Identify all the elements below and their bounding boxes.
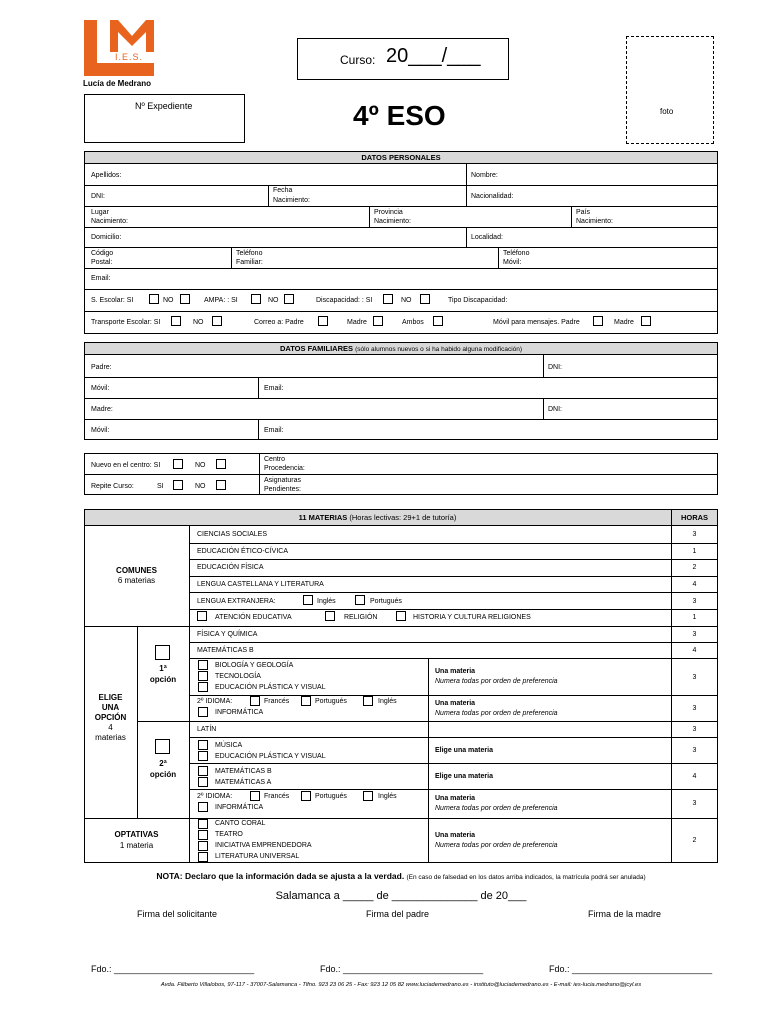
disc-si-checkbox[interactable] — [383, 294, 393, 304]
opcion-1-num: 1ª — [159, 664, 167, 673]
repite-si-checkbox[interactable] — [173, 480, 183, 490]
portugues-label-1: Portugués — [315, 698, 347, 705]
movil-label-1: Teléfono — [503, 250, 530, 257]
g2-una: Una materia — [435, 700, 476, 707]
subject-ef: EDUCACIÓN FÍSICA — [197, 564, 264, 571]
nuevo-no-label: NO — [195, 462, 206, 469]
tel-field[interactable]: Familiar: — [236, 259, 263, 266]
portugues-checkbox[interactable] — [355, 595, 365, 605]
padre-field[interactable]: Padre: — [91, 364, 112, 371]
subject-mata: MATEMÁTICAS A — [215, 779, 272, 786]
lugar-field[interactable]: Nacimiento: — [91, 218, 128, 225]
religion-label: RELIGIÓN — [344, 614, 378, 621]
movil-madre-checkbox[interactable] — [641, 316, 651, 326]
repite-no-checkbox[interactable] — [216, 480, 226, 490]
ampa-si-checkbox[interactable] — [251, 294, 261, 304]
curso-box[interactable] — [297, 38, 509, 80]
mata-checkbox[interactable] — [198, 777, 208, 787]
fdo-solicitante[interactable]: Fdo.: ____________________________ — [91, 964, 255, 974]
ampa-no-checkbox[interactable] — [284, 294, 294, 304]
optativas-count: 1 materia — [119, 841, 154, 850]
curso-value: 20___/___ — [386, 45, 481, 67]
pais-label-1: País — [576, 209, 591, 216]
escolar-label: S. Escolar: SI — [91, 297, 134, 304]
domicilio-field[interactable]: Domicilio: — [91, 234, 122, 241]
transporte-label: Transporte Escolar: SI — [91, 319, 161, 326]
ingles-label: Inglés — [317, 598, 336, 605]
expediente-box[interactable] — [84, 94, 245, 143]
escolar-no-checkbox[interactable] — [180, 294, 190, 304]
elige-line-1: ELIGE — [98, 693, 123, 702]
informatica-label-1: INFORMÁTICA — [215, 709, 264, 716]
logo-m-mark — [110, 20, 154, 52]
elige-line-3: OPCIÓN — [94, 713, 127, 722]
elige-line-2: UNA — [101, 703, 120, 712]
disc-no-checkbox[interactable] — [420, 294, 430, 304]
pais-field[interactable]: Nacimiento: — [576, 218, 613, 225]
hours-g3: 3 — [692, 747, 697, 754]
email-field[interactable]: Email: — [91, 275, 111, 282]
subject-lit: LITERATURA UNIVERSAL — [215, 853, 300, 860]
fdo-madre[interactable]: Fdo.: ____________________________ — [549, 964, 713, 974]
portugues-label: Portugués — [370, 598, 402, 605]
movil-field[interactable]: Móvil: — [503, 259, 522, 266]
school-name: Lucía de Medrano — [83, 79, 152, 88]
bio-checkbox[interactable] — [198, 660, 208, 670]
correo-label: Correo a: Padre — [254, 319, 304, 326]
informatica-label-2: INFORMÁTICA — [215, 804, 264, 811]
subject-iniciativa: INICIATIVA EMPRENDEDORA — [215, 842, 312, 849]
movil-msg-label: Móvil para mensajes. Padre — [493, 319, 580, 326]
epv-checkbox[interactable] — [198, 682, 208, 692]
subject-lengua: LENGUA CASTELLANA Y LITERATURA — [197, 581, 324, 588]
opcion-2-label: opción — [149, 770, 177, 779]
canto-checkbox[interactable] — [198, 819, 208, 829]
frances-label-1: Francés — [264, 698, 290, 705]
disc-no-label: NO — [401, 297, 412, 304]
lugar-label-1: Lugar — [91, 209, 109, 216]
nota — [84, 871, 718, 881]
hours-lengua-ext: 3 — [692, 598, 697, 605]
school-address: Avda. Filiberto Villalobos, 97-117 - 37007-Salamanca - Tlfno. 923 23 06 25 - Fax: 923 12 05 82 www.luciademedrano.es - instituto@luciademedrano.es - E-mail: ies-lucia.medrano@jcyl.es — [160, 982, 642, 988]
curso-label: Curso: — [340, 53, 376, 67]
religion-checkbox[interactable] — [325, 611, 335, 621]
disc-label: Discapacidad: : SI — [316, 297, 373, 304]
subject-ciencias: CIENCIAS SOCIALES — [197, 531, 268, 538]
fdo-padre[interactable]: Fdo.: ____________________________ — [320, 964, 484, 974]
asig-field[interactable]: Pendientes: — [264, 486, 301, 493]
subject-teatro: TEATRO — [215, 831, 243, 838]
atencion-checkbox[interactable] — [197, 611, 207, 621]
correo-madre-label: Madre — [347, 319, 367, 326]
hours-g4: 4 — [692, 773, 697, 780]
opcion-2-checkbox[interactable] — [155, 739, 170, 754]
tel-label-1: Teléfono — [236, 250, 263, 257]
subject-musica: MÚSICA — [215, 742, 243, 749]
g2-numera: Numera todas por orden de preferencia — [435, 710, 558, 717]
ingles-label-1: Inglés — [378, 698, 397, 705]
nuevo-si-checkbox[interactable] — [173, 459, 183, 469]
opcion-1-checkbox[interactable] — [155, 645, 170, 660]
hours-ef: 2 — [692, 564, 697, 571]
frances-checkbox-2[interactable] — [250, 791, 260, 801]
musica-checkbox[interactable] — [198, 740, 208, 750]
fecha-nac-label-1: Fecha — [273, 187, 293, 194]
materias-title-wrap — [84, 513, 671, 522]
opt-una: Una materia — [435, 832, 476, 839]
nombre-field[interactable]: Nombre: — [471, 172, 498, 179]
g1-una: Una materia — [435, 668, 476, 675]
ingles-checkbox-1[interactable] — [363, 696, 373, 706]
firma-padre: Firma del padre — [366, 909, 430, 919]
localidad-field[interactable]: Localidad: — [471, 234, 503, 241]
transporte-no-label: NO — [193, 319, 204, 326]
hours-matb: 4 — [692, 647, 697, 654]
repite-si-label: SI — [157, 483, 164, 490]
tec-checkbox[interactable] — [198, 671, 208, 681]
transporte-si-checkbox[interactable] — [171, 316, 181, 326]
nuevo-label: Nuevo en el centro: SI — [91, 462, 161, 469]
epv2-checkbox[interactable] — [198, 751, 208, 761]
elige-label — [84, 693, 137, 743]
expediente-label: Nº Expediente — [135, 101, 193, 111]
subject-canto: CANTO CORAL — [215, 820, 266, 827]
hours-lengua: 4 — [692, 581, 697, 588]
dni-field[interactable]: DNI: — [91, 193, 105, 200]
opcion-1-label: opción — [149, 675, 177, 684]
subject-bio: BIOLOGÍA Y GEOLOGÍA — [215, 662, 294, 669]
ingles-label-2: Inglés — [378, 793, 397, 800]
foto-label: foto — [660, 107, 674, 116]
opt-numera: Numera todas por orden de preferencia — [435, 842, 558, 849]
personal-section-title: DATOS PERSONALES — [84, 151, 718, 164]
asig-label-1: Asignaturas — [264, 477, 301, 484]
subject-latin: LATÍN — [197, 726, 217, 733]
nuevo-no-checkbox[interactable] — [216, 459, 226, 469]
padre-email-field[interactable]: Email: — [264, 385, 284, 392]
personal-section — [84, 163, 718, 334]
cp-label-1: Código — [91, 250, 114, 257]
comunes-count: 6 materias — [117, 576, 156, 585]
hours-latin: 3 — [692, 726, 697, 733]
provincia-field[interactable]: Nacimiento: — [374, 218, 411, 225]
historia-label: HISTORIA Y CULTURA RELIGIONES — [413, 614, 531, 621]
course-title: 4º ESO — [353, 100, 446, 131]
photo-box[interactable] — [626, 36, 714, 144]
iniciativa-checkbox[interactable] — [198, 841, 208, 851]
correo-ambos-checkbox[interactable] — [433, 316, 443, 326]
familiares-subtitle: (sólo alumnos nuevos o si ha habido alguna modificación) — [355, 346, 523, 353]
centro-field[interactable]: Procedencia: — [264, 465, 305, 472]
nota-bold: NOTA: Declaro que la información dada se ajusta a la verdad. — [156, 871, 405, 881]
ingles-checkbox-2[interactable] — [363, 791, 373, 801]
g5-numera: Numera todas por orden de preferencia — [435, 805, 558, 812]
frances-checkbox-1[interactable] — [250, 696, 260, 706]
provincia-label-1: Provincia — [374, 209, 403, 216]
hours-g2: 3 — [692, 705, 697, 712]
correo-madre-checkbox[interactable] — [373, 316, 383, 326]
g4-elige: Elige una materia — [435, 773, 493, 780]
subject-tec: TECNOLOGÍA — [215, 673, 261, 680]
frances-label-2: Francés — [264, 793, 290, 800]
movil-madre-label: Madre — [614, 319, 634, 326]
ingles-checkbox[interactable] — [303, 595, 313, 605]
madre-dni-field[interactable]: DNI: — [548, 406, 562, 413]
nota-small: (En caso de falsedad en los datos arriba indicados, la matrícula podrá ser anulada) — [406, 874, 646, 881]
hours-etica: 1 — [692, 548, 697, 555]
materias-section — [84, 509, 718, 863]
subject-matb2: MATEMÁTICAS B — [215, 768, 272, 775]
repite-no-label: NO — [195, 483, 206, 490]
apellidos-field[interactable]: Apellidos: — [91, 172, 122, 179]
subject-epv2: EDUCACIÓN PLÁSTICA Y VISUAL — [215, 753, 326, 760]
subject-fisica: FÍSICA Y QUÍMICA — [197, 631, 258, 638]
materias-note: (Horas lectivas: 29+1 de tutoría) — [349, 513, 457, 522]
elige-line-4: 4 — [108, 723, 113, 732]
firma-madre: Firma de la madre — [588, 909, 662, 919]
hours-g1: 3 — [692, 674, 697, 681]
informatica-checkbox-2[interactable] — [198, 802, 208, 812]
opcion-2-num: 2ª — [159, 759, 167, 768]
correo-padre-checkbox[interactable] — [318, 316, 328, 326]
historia-checkbox[interactable] — [396, 611, 406, 621]
hours-ciencias: 3 — [692, 531, 697, 538]
subject-matb: MATEMÁTICAS B — [197, 647, 254, 654]
teatro-checkbox[interactable] — [198, 830, 208, 840]
subject-epv: EDUCACIÓN PLÁSTICA Y VISUAL — [215, 684, 326, 691]
matb2-checkbox[interactable] — [198, 766, 208, 776]
transporte-no-checkbox[interactable] — [212, 316, 222, 326]
correo-ambos-label: Ambos — [402, 319, 424, 326]
lit-checkbox[interactable] — [198, 852, 208, 862]
informatica-checkbox-1[interactable] — [198, 707, 208, 717]
nacionalidad-field[interactable]: Nacionalidad: — [471, 193, 514, 200]
repite-label: Repite Curso: — [91, 483, 134, 490]
idioma-label-2: 2º IDIOMA: — [197, 793, 233, 800]
madre-email-field[interactable]: Email: — [264, 427, 284, 434]
portugues-checkbox-1[interactable] — [301, 696, 311, 706]
materias-title: 11 MATERIAS — [298, 513, 348, 522]
elige-line-5: materias — [95, 733, 126, 742]
optativas-label: OPTATIVAS — [114, 830, 159, 839]
ampa-no-label: NO — [268, 297, 279, 304]
hours-fisica: 3 — [692, 631, 697, 638]
lengua-ext-label: LENGUA EXTRANJERA: — [197, 598, 276, 605]
ampa-label: AMPA: : SI — [204, 297, 238, 304]
subject-etica: EDUCACIÓN ÉTICO-CÍVICA — [197, 548, 289, 555]
comunes-label: COMUNES — [116, 566, 157, 575]
g1-numera: Numera todas por orden de preferencia — [435, 678, 558, 685]
padre-movil-field[interactable]: Móvil: — [91, 385, 110, 392]
escolar-no-label: NO — [163, 297, 174, 304]
tipo-disc-field[interactable]: Tipo Discapacidad: — [448, 297, 508, 304]
idioma-label-1: 2º IDIOMA: — [197, 698, 233, 705]
padre-dni-field[interactable]: DNI: — [548, 364, 562, 371]
hours-g5: 3 — [692, 800, 697, 807]
horas-header: HORAS — [680, 513, 709, 522]
centro-label-1: Centro — [264, 456, 286, 463]
atencion-label: ATENCIÓN EDUCATIVA — [215, 614, 292, 621]
portugues-label-2: Portugués — [315, 793, 347, 800]
fecha-nac-field[interactable]: Nacimiento: — [273, 197, 310, 204]
madre-field[interactable]: Madre: — [91, 406, 113, 413]
fecha-line[interactable]: Salamanca a _____ de ______________ de 20___ — [275, 890, 527, 902]
movil-padre-checkbox[interactable] — [593, 316, 603, 326]
g5-una: Una materia — [435, 795, 476, 802]
familiares-section — [84, 354, 718, 440]
logo-ies: I.E.S. — [115, 52, 144, 62]
g3-elige: Elige una materia — [435, 747, 493, 754]
cp-field[interactable]: Postal: — [91, 259, 113, 266]
hours-opt: 2 — [692, 837, 697, 844]
hours-atencion: 1 — [692, 614, 697, 621]
madre-movil-field[interactable]: Móvil: — [91, 427, 110, 434]
escolar-si-checkbox[interactable] — [149, 294, 159, 304]
firma-solicitante: Firma del solicitante — [137, 909, 218, 919]
portugues-checkbox-2[interactable] — [301, 791, 311, 801]
familiares-title: DATOS FAMILIARES — [279, 344, 354, 353]
